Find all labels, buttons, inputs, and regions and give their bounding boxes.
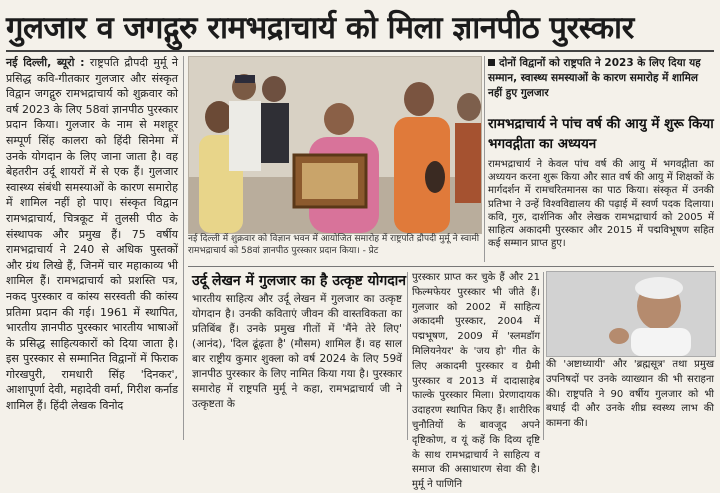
- award-ceremony-photo: [188, 56, 482, 234]
- middle-column-2: पुरस्कार प्राप्त कर चुके हैं और 21 फिल्मफेयर पुरस्कार भी जीते हैं। गुलजार को 2002 में साहित्य अकादमी पुरस्कार, 2004 में पद्मभूषण, 2009 में 'स्लमडॉग मिलियनेयर' के 'जय हो' गीत के लिए अकादमी पुरस्कार व ग्रैमी पुरस्कार व 2013 में दादासाहेब फाल्के पुरस्कार मिला। प्रेरणादायक उदाहरण स्थापित किए हैं। शारीरिक चुनौतियों के बावजूद अपने दृष्टिकोण, व यूं कहें कि दिव्य दृष्टि के साथ रामभद्राचार्य ने साहित्य व समाज की असाधारण सेवा की है। मुर्मू ने पाणिनि: [412, 272, 540, 491]
- portrait-illustration: [547, 272, 715, 356]
- column-divider: [407, 272, 408, 440]
- headline-rule: [6, 50, 714, 52]
- column-divider: [484, 56, 485, 262]
- headline: गुलजार व जगद्गुरु रामभद्राचार्य को मिला ज्ञानपीठ पुरस्कार: [6, 10, 634, 46]
- left-column: [6, 55, 178, 440]
- dateline: नई दिल्ली, ब्यूरो :: [6, 56, 85, 69]
- middle-column-1: भारतीय साहित्य और उर्दू लेखन में गुलजार का उत्कृष्ट योगदान है। उनकी कविताएं जीवन की वास्तविकता का प्रतिबिंब हैं। उनके प्रमुख गीतों में 'मैंने तेरे लिए' (आनंद), 'दिल ढूंढ़ता है' (मौसम) शामिल हैं। वह साल बार राष्ट्रीय कुमार शुक्ला को वर्ष 2024 के लिए 59वें ज्ञानपीठ पुरस्कार के लिए नामित किया गया है। पुरस्कार समारोह में राष्ट्रपति मुर्मू ने कहा, रामभद्राचार्य जी ने उत्कृष्टता के: [192, 293, 402, 410]
- sidebar-body: रामभद्राचार्य ने केवल पांच वर्ष की आयु में भगवद्गीता का अध्ययन करना शुरू किया और सात वर्ष की आयु में शिक्षकों के मार्गदर्शन में रामचरितमानस का पाठ किया। संस्कृत में उनकी प्रतिभा ने उन्हें विश्वविद्यालय की पढ़ाई में स्वर्ण पदक दिलाया। कवि, गुरु, दार्शनिक और लेखक रामभद्राचार्य को 2005 में साहित्य अकादमी पुरस्कार और 2015 में पद्मविभूषण सहित कई सम्मान प्राप्त हुए।: [488, 159, 714, 250]
- gulzar-portrait-photo: [546, 271, 716, 357]
- sidebar-headline: रामभद्राचार्य ने पांच वर्ष की आयु में शुरू किया भगवद्गीता का अध्ययन: [488, 116, 714, 152]
- summary-text: दोनों विद्वानों को राष्ट्रपति ने 2023 के लिए दिया यह सम्मान, स्वास्थ्य समस्याओं के कारण समारोह में शामिल नहीं हुए गुलजार: [488, 57, 701, 99]
- column-divider: [183, 56, 184, 440]
- left-column-text: राष्ट्रपति द्रौपदी मुर्मू ने प्रसिद्ध कवि-गीतकार गुलजार और संस्कृत विद्वान जगद्गुरु रामभद्राचार्य को शुक्रवार को वर्ष 2023 के लिए 58वां ज्ञानपीठ पुरस्कार प्रदान किया। गुलजार के नाम से मशहूर सम्पूर्ण सिंह कालरा को हिंदी सिनेमा में उनके योगदान के लिए जाना जाता है। वह बेहतरीन उर्दू शायरों में से एक हैं। गुलजार स्वास्थ्य संबंधी समस्याओं के कारण समारोह में शामिल नहीं हो पाए। संस्कृत विद्वान रामभद्राचार्य, चित्रकूट में तुलसी पीठ के संस्थापक और प्रमुख हैं। 75 वर्षीय रामभद्राचार्य ने 240 से अधिक पुस्तकों और ग्रंथ लिखे हैं, जिनमें चार महाकाव्य भी शामिल हैं। रामभद्राचार्य को प्रशस्ति पत्र, नकद पुरस्कार व कांस्य सरस्वती की कांस्य प्रतिमा प्रदान की गई। 1961 में स्थापित, भारतीय ज्ञानपीठ पुरस्कार भारतीय भाषाओं के प्रसिद्ध साहित्यकारों को दिया जाता है। इस पुरस्कार से सम्मानित विद्वानों में फिराक गोरखपुरी, रामधारी सिंह 'दिनकर', आशापूर्णा देवी, महादेवी वर्मा, गिरीश कर्नाड शामिल हैं। हिंदी लेखक विनोद: [6, 56, 178, 413]
- right-column: की 'अष्टाध्यायी' और 'ब्रह्मसूत्र' तथा प्रमुख उपनिषदों पर उनके व्याख्यान की भी सराहना की। राष्ट्रपति ने 90 वर्षीय गुलजार को भी बधाई दी और उनके शीघ्र स्वस्थ्य लाभ की कामना की।: [546, 359, 714, 430]
- photo-caption: नई दिल्ली में शुक्रवार को विज्ञान भवन में आयोजित समारोह में राष्ट्रपति द्रौपदी मुर्मू ने स्वामी रामभद्राचार्य को 58वां ज्ञानपीठ पुरस्कार प्रदान किया। - प्रेट: [188, 234, 480, 256]
- photo-illustration: [189, 57, 481, 233]
- bullet-icon: [488, 59, 495, 66]
- subheadline: उर्दू लेखन में गुलजार का है उत्कृष्ट योगदान: [192, 273, 407, 289]
- column-divider: [543, 272, 544, 440]
- section-rule: [188, 266, 714, 267]
